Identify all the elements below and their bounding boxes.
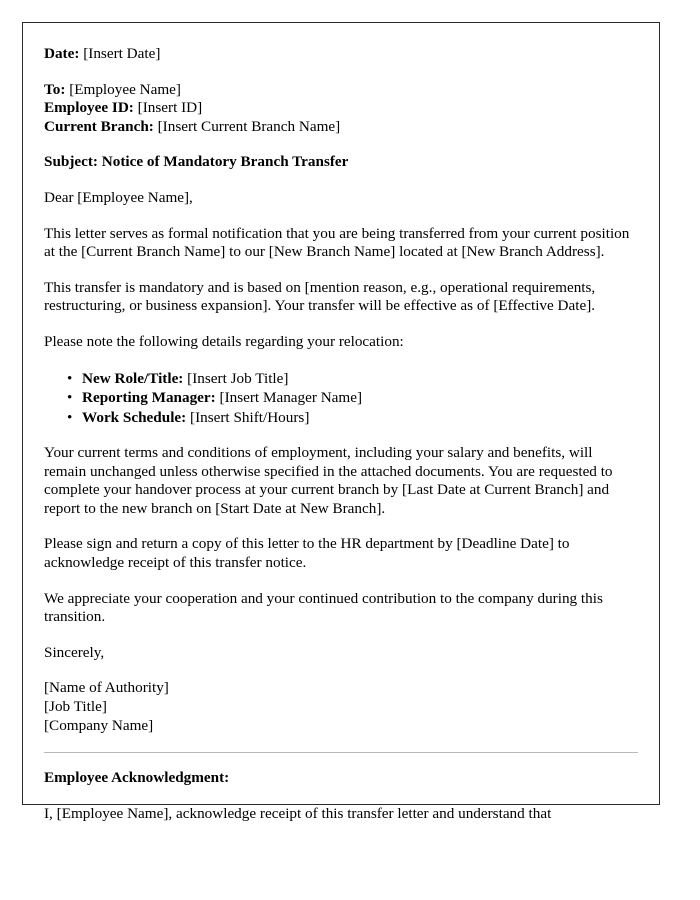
current-branch-label: Current Branch: [44, 117, 154, 135]
document-page [22, 22, 660, 822]
bullet-icon: • [67, 408, 73, 426]
paragraph-intro: This letter serves as formal notification that you are being transferred from your current position at the [Current Branch Name] to our [New Branch Name] located at [New Branch Address]. [44, 224, 630, 261]
to-value: [Employee Name] [69, 80, 181, 98]
recipient-block [44, 81, 636, 137]
bullet-icon: • [67, 369, 73, 387]
detail-label: New Role/Title: [82, 369, 184, 387]
to-label: To: [44, 80, 66, 98]
document-body [23, 23, 659, 823]
paragraph-sign-return: Please sign and return a copy of this letter to the HR department by [Deadline Date] to acknowledge receipt of this transfer notice. [44, 535, 570, 571]
list-item [67, 388, 636, 408]
current-branch-line [44, 118, 636, 137]
paragraph-details-lead: Please note the following details regarding your relocation: [44, 332, 404, 350]
employee-id-value: [Insert ID] [137, 99, 203, 117]
company-name: [Company Name] [44, 716, 154, 734]
authority-job-title: [Job Title] [44, 697, 107, 715]
detail-value: [Insert Shift/Hours] [190, 408, 310, 426]
salutation: Dear [Employee Name], [44, 188, 193, 206]
closing-sincerely: Sincerely, [44, 643, 105, 661]
subject-line: Subject: Notice of Mandatory Branch Transfer [44, 153, 349, 171]
detail-value: [Insert Job Title] [187, 369, 289, 387]
bullet-icon: • [67, 389, 73, 407]
detail-value: [Insert Manager Name] [219, 389, 363, 407]
signature-block [44, 679, 636, 735]
authority-name: [Name of Authority] [44, 679, 169, 697]
detail-label: Work Schedule: [82, 408, 187, 426]
paragraph-mandatory: This transfer is mandatory and is based on [mention reason, e.g., operational requirements, restructuring, or business expansion]. Your transfer will be effective as of [Effective Date]. [44, 278, 596, 315]
date-value: [Insert Date] [83, 45, 161, 62]
current-branch-value: [Insert Current Branch Name] [157, 117, 341, 135]
employee-id-label: Employee ID: [44, 99, 134, 117]
paragraph-appreciation: We appreciate your cooperation and your continued contribution to the company during this transition. [44, 589, 603, 626]
acknowledgment-heading: Employee Acknowledgment: [44, 769, 230, 787]
list-item [67, 369, 636, 389]
to-line [44, 81, 636, 100]
employee-id-line [44, 99, 636, 118]
detail-label: Reporting Manager: [82, 389, 216, 407]
acknowledgment-body: I, [Employee Name], acknowledge receipt of this transfer letter and understand that [44, 804, 552, 822]
list-item [67, 408, 636, 428]
section-divider [44, 752, 638, 753]
date-line [44, 45, 636, 64]
date-label: Date: [44, 45, 80, 62]
paragraph-terms: Your current terms and conditions of employment, including your salary and benefits, will remain unchanged unless otherwise specified in the attached documents. You are requested to complete your handover process at your current branch by [Last Date at Current Branch] and report to the new branch on [Start Date at New Branch]. [44, 444, 613, 517]
relocation-details-list [44, 369, 636, 428]
